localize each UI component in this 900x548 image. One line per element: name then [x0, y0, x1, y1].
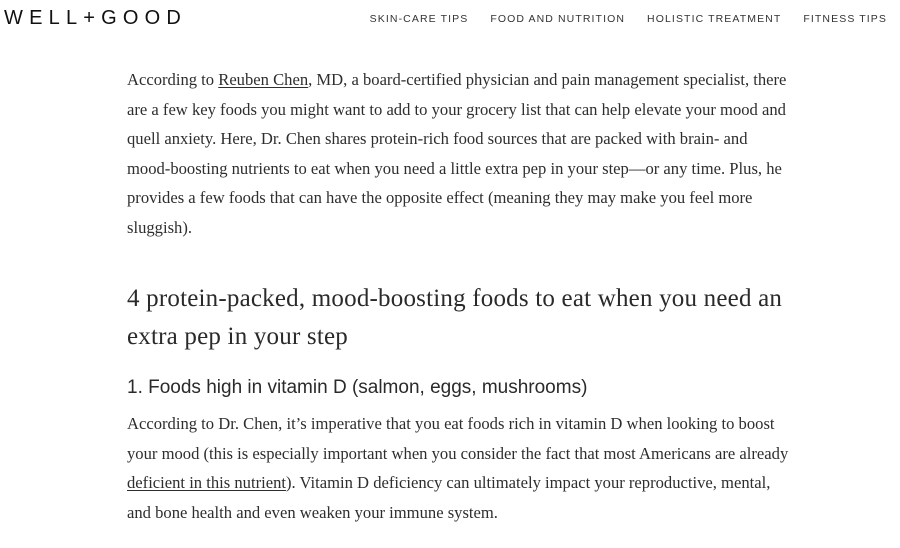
site-logo[interactable]: WELL+GOOD — [4, 7, 188, 29]
nav-item-fitness-tips[interactable]: FITNESS TIPS — [803, 13, 887, 25]
vitamin-d-text-start: According to Dr. Chen, it’s imperative that you eat foods rich in vitamin D when looking to boost your mood (this is especially important when you consider the fact that most Americans are already — [127, 414, 789, 463]
nav-item-skin-care-tips[interactable]: SKIN-CARE TIPS — [369, 13, 469, 25]
nav-item-food-and-nutrition[interactable]: FOOD AND NUTRITION — [490, 13, 626, 25]
reuben-chen-link[interactable]: Reuben Chen — [218, 70, 309, 89]
vitamin-d-text-end: ). Vitamin D deficiency can ultimately impact your reproductive, mental, and bone health and even weaken your immune system. — [127, 473, 771, 522]
vitamin-d-paragraph — [127, 409, 792, 527]
main-nav — [370, 13, 887, 25]
intro-text-start: According to — [127, 70, 219, 89]
deficient-nutrient-link[interactable]: deficient in this nutrient — [127, 473, 286, 493]
section-heading: 4 protein-packed, mood-boosting foods to eat when you need an extra pep in your step — [127, 285, 783, 350]
intro-paragraph — [127, 65, 792, 243]
site-header — [0, 0, 900, 40]
subsection-heading-vitamin-d: 1. Foods high in vitamin D (salmon, eggs, mushrooms) — [127, 377, 588, 398]
intro-text-end: , MD, a board-certified physician and pain management specialist, there are a few key foods you might want to add to your grocery list that can help elevate your mood and quell anxiety. Here, Dr. Chen shares protein-rich food sources that are packed with brain- and mood-boosting nutrients to eat when you need a little extra pep in your step—or any time. Plus, he provides a few foods that can have the opposite effect (meaning they may make you feel more sluggish). — [127, 70, 787, 237]
nav-item-holistic-treatment[interactable]: HOLISTIC TREATMENT — [647, 13, 782, 25]
